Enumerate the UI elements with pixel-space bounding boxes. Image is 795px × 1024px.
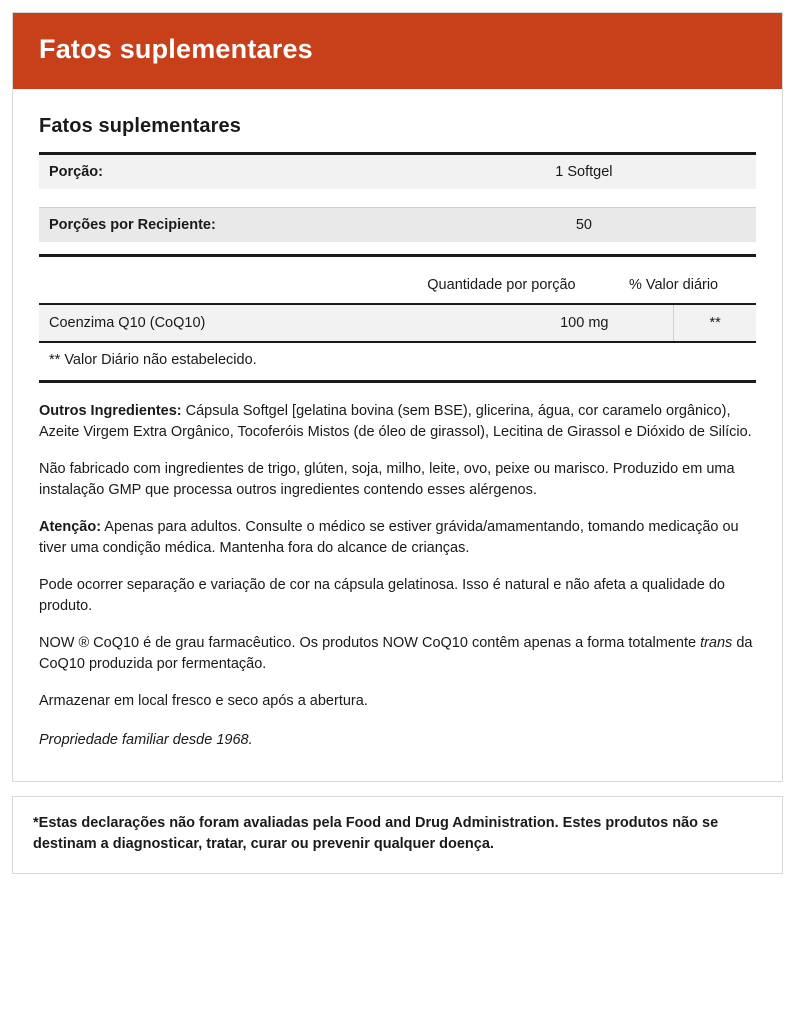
- serving-size-value: 1 Softgel: [412, 155, 756, 189]
- page-title: Fatos suplementares: [39, 34, 313, 64]
- supplement-facts-heading: Fatos suplementares: [39, 114, 241, 137]
- row-divider: [39, 189, 756, 208]
- amount-per-serving-header: Quantidade por porção: [427, 276, 576, 293]
- nutrient-daily-value: **: [674, 305, 756, 341]
- daily-value-footnote: ** Valor Diário não estabelecido.: [39, 341, 756, 383]
- storage-paragraph: Armazenar em local fresco e seco após a abertura.: [39, 692, 368, 709]
- nutrient-column-header: [39, 271, 412, 303]
- other-ingredients-label: Outros Ingredientes:: [39, 402, 182, 419]
- grade-text-part1: NOW ® CoQ10 é de grau farmacêutico. Os produtos NOW CoQ10 contêm apenas a forma totalmente: [39, 634, 701, 651]
- panel-body: [13, 89, 782, 781]
- family-owned-note: Propriedade familiar desde 1968.: [39, 731, 253, 748]
- panel-header: [13, 13, 782, 89]
- daily-value-header: % Valor diário: [628, 276, 719, 293]
- table-row: [39, 207, 756, 242]
- nutrient-name: Coenzima Q10 (CoQ10): [39, 305, 495, 341]
- fda-disclaimer: *Estas declarações não foram avaliadas pela Food and Drug Administration. Estes produtos não se destinam a diagnosticar, tratar, curar ou prevenir qualquer doença.: [12, 796, 783, 874]
- warning-paragraph: [39, 517, 756, 559]
- grade-trans-italic: trans: [700, 634, 733, 651]
- servings-per-container-value: 50: [412, 207, 756, 242]
- servings-per-container-label: Porções por Recipiente:: [39, 207, 412, 242]
- other-ingredients-paragraph: [39, 401, 756, 443]
- allergen-paragraph: Não fabricado com ingredientes de trigo, glúten, soja, milho, leite, ovo, peixe ou marisco. Produzido em uma instalação GMP que processa outros ingredientes contendo esses alérgenos.: [39, 460, 735, 498]
- grade-text-part2: da CoQ10 produzida por fermentação.: [39, 634, 753, 672]
- nutrition-rows: [39, 305, 756, 341]
- table-row: [39, 155, 756, 189]
- separation-paragraph: Pode ocorrer separação e variação de cor na cápsula gelatinosa. Isso é natural e não afeta a qualidade do produto.: [39, 576, 725, 614]
- nutrition-table: [39, 271, 756, 303]
- nutrient-amount: 100 mg: [495, 305, 673, 341]
- other-ingredients-text: Cápsula Softgel [gelatina bovina (sem BSE), glicerina, água, cor caramelo orgânico), Azeite Virgem Extra Orgânico, Tocoferóis Mistos (de óleo de girassol), Lecitina de Girassol e Dióxido de Silício.: [39, 402, 752, 440]
- grade-paragraph: [39, 633, 756, 675]
- table-header-row: [39, 271, 756, 303]
- warning-label: Atenção:: [39, 518, 102, 535]
- supplement-facts-panel: [12, 12, 783, 782]
- serving-table: [39, 155, 756, 242]
- table-row: [39, 305, 756, 341]
- amount-table-top-rule: [39, 254, 756, 257]
- spacer: [39, 242, 756, 254]
- serving-size-label: Porção:: [39, 155, 412, 189]
- warning-text: Apenas para adultos. Consulte o médico se estiver grávida/amamentando, tomando medicação ou tiver uma condição médica. Mantenha fora do alcance de crianças.: [39, 518, 739, 556]
